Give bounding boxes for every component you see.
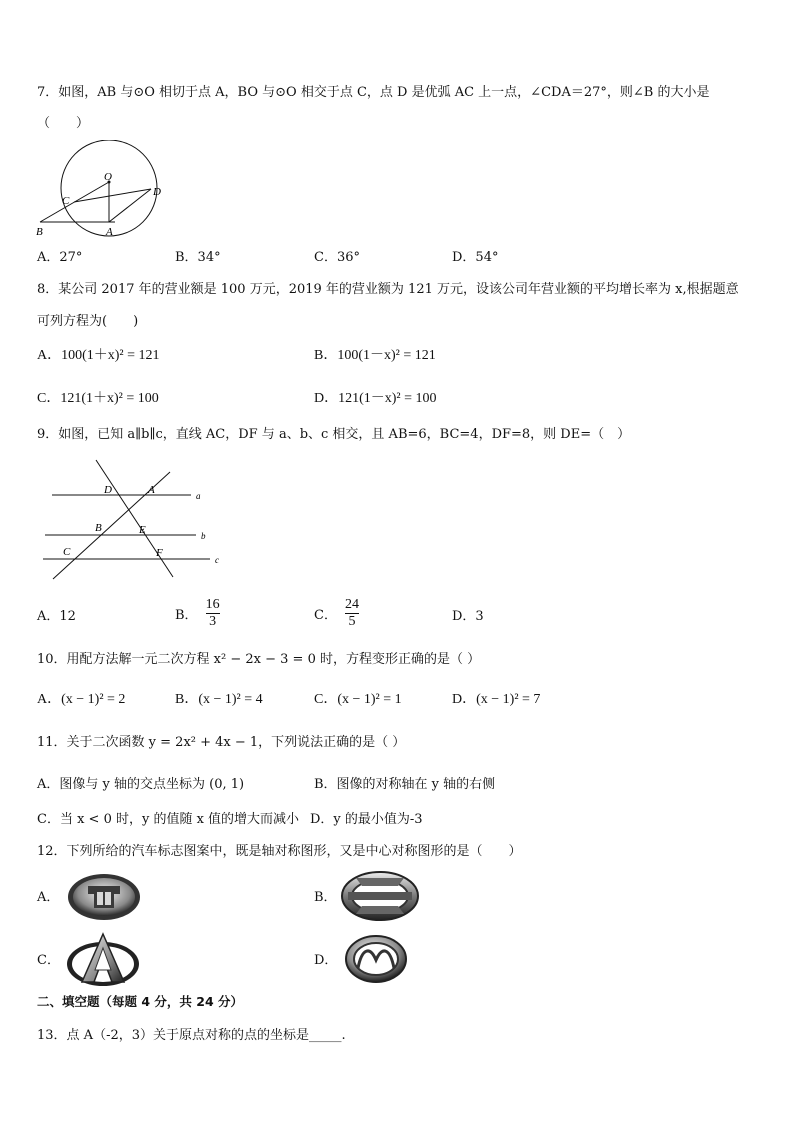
q9-option-b-den: 3	[209, 614, 217, 629]
q11-option-d: D．y 的最小值为-3	[310, 812, 423, 827]
q8-option-a: A．100(1＋x)² = 121	[37, 348, 160, 363]
q7-label-c: C	[62, 195, 70, 207]
q9-option-c-num: 24	[344, 597, 359, 612]
q11-option-b: B．图像的对称轴在 y 轴的右侧	[314, 777, 496, 792]
q13-stem: 13．点 A（-2，3）关于原点对称的点的坐标是_____.	[37, 1028, 346, 1043]
q10-stem: 10．用配方法解一元二次方程 x² − 2x − 3 = 0 时，方程变形正确的是（ ）	[37, 652, 481, 667]
section2-title: 二、填空题（每题 4 分，共 24 分）	[37, 994, 244, 1009]
q10-option-d: D．(x − 1)² = 7	[452, 692, 541, 707]
q9-label-line-c: c	[215, 555, 219, 565]
q9-label-d: D	[104, 484, 112, 496]
q7-stem: 7．如图，AB 与⊙O 相切于点 A，BO 与⊙O 相交于点 C，点 D 是优弧 AC 上一点，∠CDA＝27°，则∠B 的大小是	[37, 85, 710, 100]
q7-option-d: D．54°	[452, 250, 499, 265]
q8-stem-line1: 8．某公司 2017 年的营业额是 100 万元，2019 年的营业额为 121 万元，设该公司年营业额的平均增长率为 x,根据题意	[37, 282, 739, 297]
q9-label-e: E	[139, 524, 146, 536]
q8-option-c: C．121(1＋x)² = 100	[37, 391, 159, 406]
q12-logo-c-icon	[64, 930, 142, 988]
q9-option-b-num: 16	[205, 597, 220, 612]
q9-option-c-label: C．	[314, 608, 337, 623]
q8-stem-line2: 可列方程为( )	[37, 314, 139, 329]
q9-figure	[38, 455, 228, 585]
q12-logo-a-icon	[66, 872, 142, 922]
q12-option-c-label: C．	[37, 953, 60, 968]
q10-option-b: B．(x − 1)² = 4	[175, 692, 263, 707]
q9-option-b	[175, 597, 220, 630]
q12-option-b-label: B．	[314, 890, 337, 905]
q9-label-line-b: b	[201, 531, 206, 541]
q9-label-a: A	[148, 484, 155, 496]
q7-option-a: A．27°	[37, 250, 83, 265]
q12-logo-d-icon	[344, 934, 408, 984]
q7-option-b: B．34°	[175, 250, 221, 265]
q12-option-a-label: A．	[37, 890, 60, 905]
q7-label-d: D	[153, 186, 161, 198]
q9-option-c-fraction	[345, 597, 359, 630]
q8-option-d: D．121(1－x)² = 100	[314, 391, 437, 406]
q9-option-b-label: B．	[175, 608, 198, 623]
q7-label-a: A	[106, 226, 113, 238]
q12-logo-b-icon	[340, 870, 420, 922]
q9-label-b: B	[95, 522, 102, 534]
q12-stem: 12．下列所给的汽车标志图案中，既是轴对称图形，又是中心对称图形的是（ ）	[37, 844, 522, 859]
q12-option-d-label: D．	[314, 953, 338, 968]
q7-paren: （ ）	[37, 116, 90, 131]
q11-stem: 11．关于二次函数 y = 2x² + 4x − 1，下列说法正确的是（ ）	[37, 735, 406, 750]
q7-option-c: C．36°	[314, 250, 360, 265]
q9-label-f: F	[156, 547, 163, 559]
q9-option-a: A．12	[37, 609, 76, 624]
q7-label-o: O	[104, 171, 112, 183]
q9-option-b-fraction	[206, 597, 220, 630]
q9-option-d: D．3	[452, 609, 484, 624]
q9-option-c	[314, 597, 359, 630]
q7-line-ad	[109, 189, 151, 222]
q9-label-line-a: a	[196, 491, 201, 501]
q7-label-b: B	[36, 226, 43, 238]
q10-option-a: A．(x − 1)² = 2	[37, 692, 126, 707]
q7-figure	[30, 140, 180, 240]
q11-option-c: C．当 x < 0 时，y 的值随 x 值的增大而减小	[37, 812, 300, 827]
q9-stem: 9．如图，已知 a∥b∥c，直线 AC，DF 与 a、b、c 相交，且 AB=6，BC=4，DF=8，则 DE=（ ）	[37, 427, 631, 442]
q11-option-a: A．图像与 y 轴的交点坐标为 (0, 1)	[37, 777, 245, 792]
q9-label-c: C	[63, 546, 71, 558]
q10-option-c: C．(x − 1)² = 1	[314, 692, 402, 707]
q9-option-c-den: 5	[348, 614, 356, 629]
q8-option-b: B．100(1－x)² = 121	[314, 348, 436, 363]
